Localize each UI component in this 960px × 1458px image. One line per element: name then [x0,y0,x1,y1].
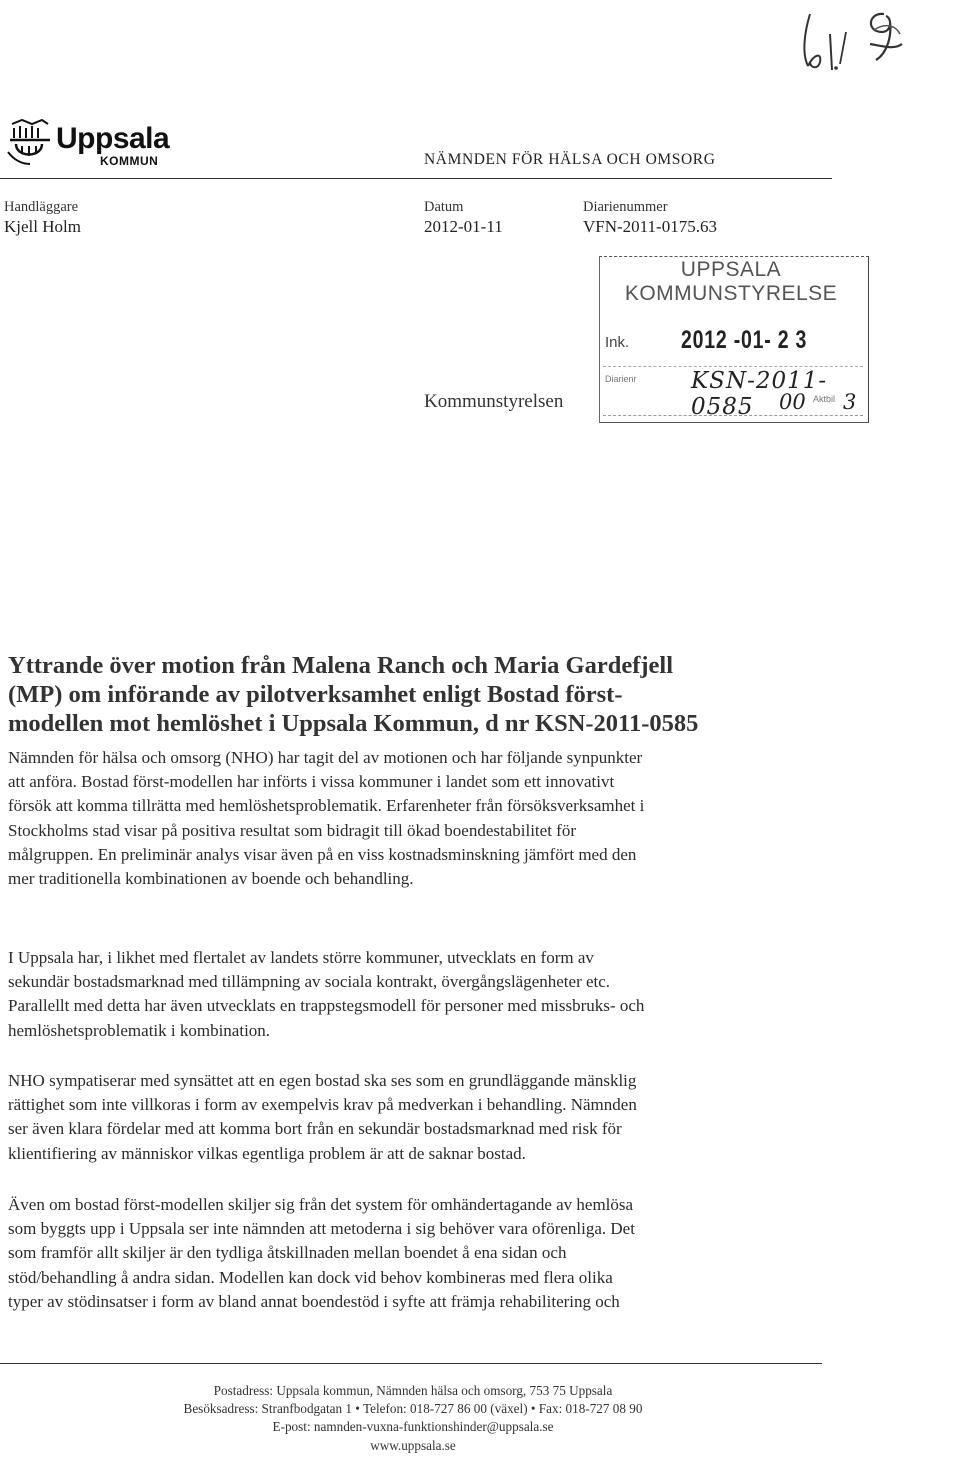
text-line: som byggts upp i Uppsala ser inte nämnden att metoderna i sig behöver vara oförenliga. Det [8,1219,635,1239]
text-line: ser även klara fördelar med att komma bort från en sekundär bostadsmarknad med risk för [8,1119,622,1139]
text-line: Parallellt med detta har även utvecklats en trappstegsmodell för personer med missbruks- och [8,996,645,1016]
paragraph-1 [8,746,828,891]
paragraph-4 [8,1193,828,1314]
stamp-title: UPPSALA KOMMUNSTYRELSE [624,258,838,305]
received-stamp [595,250,875,428]
footer-postadress: Postadress: Uppsala kommun, Nämnden hälsa och omsorg, 753 75 Uppsala [213,1383,613,1398]
text-line: mer traditionella kombinationen av boende och behandling. [8,869,414,889]
logo-wordmark: Uppsala [56,122,170,155]
department-title: NÄMNDEN FÖR HÄLSA OCH OMSORG [424,151,716,168]
handlaggare-value: Kjell Holm [4,217,81,236]
document-heading [8,651,828,738]
stamp-ink-label: Ink. [605,334,630,351]
text-line: klientifiering av människor vilkas egentliga problem är att de saknar bostad. [8,1143,526,1163]
text-line: hemlöshetsproblematik i kombination. [8,1020,271,1040]
stamp-bottom-line [603,415,863,416]
stamp-date: 2012 -01- 2 3 [681,326,808,354]
text-line: typer av stödinsatser i form av bland annat boendestöd i syfte att främja rehabilitering och [8,1291,620,1311]
text-line: NHO sympatiserar med synsättet att en egen bostad ska ses som en grundläggande mänsklig [8,1071,637,1090]
paragraph-2 [8,946,828,1043]
text-line: försök att komma tillrätta med hemlöshetsproblematik. Erfarenheter från försöksverksamhet i [8,796,645,816]
paragraph-3 [8,1069,828,1166]
heading-line: Yttrande över motion från Malena Ranch och Maria Gardefjell [8,652,674,679]
heading-line: modellen mot hemlöshet i Uppsala Kommun, d nr KSN-2011-0585 [8,710,699,737]
footer-besoksadress: Besöksadress: Stranfbodgatan 1 • Telefon: 018-727 86 00 (växel) • Fax: 018-727 08 90 [183,1401,643,1417]
handlaggare-label: Handläggare [4,199,79,215]
text-line: I Uppsala har, i likhet med flertalet av landets större kommuner, utvecklats en form av [8,948,594,967]
footer-email-link[interactable]: E-post: namnden-vuxna-funktionshinder@uppsala.se [272,1419,554,1435]
text-line: målgruppen. En preliminär analys visar även på en viss kostnadsminskning jämfört med den [8,844,637,864]
text-line: Även om bostad först-modellen skiljer sig från det system för omhändertagande av hemlösa [8,1195,634,1214]
recipient: Kommunstyrelsen [424,391,564,412]
datum-value: 2012-01-11 [424,217,503,236]
stamp-aktbil-handwritten: 3 [843,390,857,414]
stamp-aktbil-label: Aktbil [813,394,836,404]
text-line: Nämnden för hälsa och omsorg (NHO) har tagit del av motionen och har följande synpunkter [8,748,643,767]
text-line: Stockholms stad visar på positiva resultat som bidragit till ökad boendestabilitet för [8,820,576,840]
header-divider [0,178,832,179]
diarienummer-label: Diarienummer [583,199,668,215]
text-line: rättighet som inte villkoras i form av exempelvis krav på medverkan i behandling. Nämnden [8,1095,637,1115]
logo-subtitle: KOMMUN [100,154,159,168]
footer-divider [0,1363,822,1364]
datum-label: Datum [424,199,464,215]
stamp-aktbil-prefix-handwritten: 00 [779,390,806,414]
uppsala-crest-icon [4,116,54,166]
text-line: att anföra. Bostad först-modellen har införts i vissa kommuner i landet som ett innovativt [8,772,615,792]
heading-line: (MP) om införande av pilotverksamhet enligt Bostad först- [8,681,623,708]
text-line: sekundär bostadsmarknad med tillämpning av sociala kontrakt, övergångslägenheter etc. [8,972,611,992]
uppsala-kommun-logo [4,110,204,180]
stamp-divider [603,366,863,367]
handwritten-page-mark [796,4,926,74]
footer [0,1382,826,1455]
text-line: som framför allt skiljer är den tydliga åtskillnaden mellan boendet å ena sidan och [8,1243,567,1263]
footer-web-link[interactable]: www.uppsala.se [370,1437,456,1453]
diarienummer-value: VFN-2011-0175.63 [583,217,717,236]
text-line: stöd/behandling å andra sidan. Modellen kan dock vid behov kombineras med flera olika [8,1267,613,1287]
stamp-diarienr-handwritten: KSN-2011-0585 [691,368,828,420]
stamp-diarienr-label: Diarienr [605,374,637,384]
